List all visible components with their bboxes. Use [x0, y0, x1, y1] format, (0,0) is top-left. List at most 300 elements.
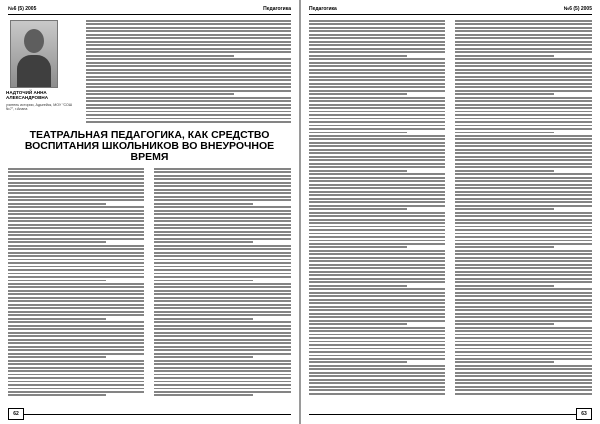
text-line	[309, 379, 445, 381]
text-line	[309, 274, 445, 276]
article-title: ТЕАТРАЛЬНАЯ ПЕДАГОГИКА, КАК СРЕДСТВО ВОСПИТАНИЯ ШКОЛЬНИКОВ ВО ВНЕУРОЧНОЕ ВРЕМЯ	[24, 129, 275, 163]
text-line	[455, 163, 592, 165]
text-line	[154, 280, 253, 282]
text-line	[8, 210, 144, 212]
text-line	[309, 58, 445, 60]
text-line	[455, 93, 554, 95]
text-line	[154, 391, 291, 393]
text-line	[309, 107, 445, 109]
text-line	[8, 374, 144, 376]
text-line	[309, 27, 445, 29]
page-number-left: 62	[8, 408, 24, 420]
text-line	[309, 260, 445, 262]
author-affiliation: учитель истории, Адыгейск, МОУ "СОШ №7", г.Анапа	[6, 103, 73, 112]
text-line	[455, 37, 592, 39]
text-line	[86, 111, 291, 113]
text-line	[154, 262, 291, 264]
text-line	[8, 196, 144, 198]
text-line	[309, 337, 445, 339]
text-line	[8, 245, 144, 247]
text-line	[455, 72, 592, 74]
text-line	[154, 182, 291, 184]
text-line	[455, 173, 592, 175]
text-line	[455, 20, 592, 22]
text-line	[309, 152, 445, 154]
text-line	[455, 27, 592, 29]
text-line	[309, 355, 445, 357]
text-line	[455, 69, 592, 71]
text-line	[455, 212, 592, 214]
text-line	[455, 368, 592, 370]
text-line	[309, 205, 445, 207]
text-line	[455, 330, 592, 332]
text-line	[154, 325, 291, 327]
text-line	[455, 389, 592, 391]
text-line	[86, 41, 291, 43]
text-line	[455, 348, 592, 350]
text-line	[8, 381, 144, 383]
text-line	[154, 363, 291, 365]
text-line	[86, 69, 291, 71]
text-line	[86, 100, 291, 102]
text-line	[86, 44, 291, 46]
text-line	[154, 210, 291, 212]
text-line	[154, 276, 291, 278]
text-line	[86, 72, 291, 74]
text-line	[455, 243, 592, 245]
author-photo	[10, 20, 58, 88]
text-line	[8, 335, 144, 337]
text-line	[455, 295, 592, 297]
text-line	[309, 194, 445, 196]
text-line	[455, 65, 592, 67]
text-line	[455, 111, 592, 113]
text-line	[8, 349, 144, 351]
text-line	[455, 288, 592, 290]
text-line	[86, 118, 291, 120]
text-line	[309, 306, 445, 308]
text-line	[455, 201, 592, 203]
text-line	[455, 114, 592, 116]
text-line	[455, 341, 592, 343]
text-line	[8, 217, 144, 219]
text-line	[455, 278, 592, 280]
text-line	[455, 355, 592, 357]
text-line	[154, 273, 291, 275]
text-line	[86, 97, 291, 99]
text-line	[154, 311, 291, 313]
text-line	[455, 351, 592, 353]
text-line	[455, 205, 592, 207]
text-line	[154, 335, 291, 337]
body-column-1	[8, 168, 144, 400]
text-line	[455, 260, 592, 262]
text-line	[455, 219, 592, 221]
text-line	[8, 238, 144, 240]
text-line	[8, 318, 106, 320]
text-line	[154, 384, 291, 386]
text-line	[8, 203, 106, 205]
text-line	[86, 79, 291, 81]
text-line	[455, 51, 592, 53]
text-line	[8, 171, 144, 173]
text-line	[154, 220, 291, 222]
text-line	[154, 224, 291, 226]
text-line	[154, 171, 291, 173]
text-line	[8, 328, 144, 330]
text-line	[154, 238, 291, 240]
section-name: Педагогика	[263, 6, 291, 12]
text-line	[154, 314, 291, 316]
text-line	[8, 283, 144, 285]
text-line	[309, 156, 445, 158]
text-line	[309, 48, 445, 50]
text-line	[455, 104, 592, 106]
text-line	[8, 269, 144, 271]
text-line	[309, 316, 445, 318]
text-line	[455, 372, 592, 374]
text-line	[309, 149, 445, 151]
text-line	[8, 192, 144, 194]
text-line	[309, 135, 445, 137]
text-line	[154, 388, 291, 390]
text-line	[455, 313, 592, 315]
text-line	[309, 358, 445, 360]
text-line	[154, 175, 291, 177]
text-line	[455, 62, 592, 64]
text-line	[309, 361, 407, 363]
text-line	[309, 79, 445, 81]
text-line	[154, 328, 291, 330]
text-line	[154, 189, 291, 191]
text-line	[455, 208, 554, 210]
text-line	[309, 323, 407, 325]
text-line	[154, 213, 291, 215]
text-line	[455, 79, 592, 81]
text-line	[154, 360, 291, 362]
text-line	[86, 86, 291, 88]
text-line	[309, 163, 445, 165]
text-line	[8, 252, 144, 254]
text-line	[309, 111, 445, 113]
text-line	[455, 274, 592, 276]
text-line	[455, 240, 592, 242]
text-line	[455, 30, 592, 32]
text-line	[8, 220, 144, 222]
text-line	[455, 177, 592, 179]
text-line	[455, 142, 592, 144]
text-line	[8, 346, 144, 348]
text-line	[309, 159, 445, 161]
text-line	[154, 377, 291, 379]
text-line	[455, 191, 592, 193]
text-line	[154, 192, 291, 194]
text-line	[8, 311, 144, 313]
text-line	[154, 297, 291, 299]
page-number-right: 63	[576, 408, 592, 420]
text-line	[86, 90, 291, 92]
text-line	[309, 208, 407, 210]
text-line	[8, 224, 144, 226]
text-line	[309, 170, 407, 172]
text-line	[309, 334, 445, 336]
text-line	[309, 138, 445, 140]
text-line	[309, 173, 445, 175]
text-line	[86, 121, 291, 123]
text-line	[309, 100, 445, 102]
text-line	[455, 302, 592, 304]
text-line	[8, 234, 144, 236]
text-line	[309, 198, 445, 200]
text-line	[309, 278, 445, 280]
text-line	[8, 293, 144, 295]
issue-number: №6 (5) 2005	[8, 6, 37, 12]
left-page-header	[8, 4, 291, 15]
text-line	[455, 198, 592, 200]
text-line	[8, 266, 144, 268]
text-line	[455, 152, 592, 154]
text-line	[154, 266, 291, 268]
text-line	[455, 166, 592, 168]
text-line	[86, 107, 291, 109]
text-line	[8, 388, 144, 390]
text-line	[455, 365, 592, 367]
text-line	[455, 264, 592, 266]
text-line	[8, 300, 144, 302]
text-line	[455, 233, 592, 235]
text-line	[86, 93, 234, 95]
text-line	[455, 156, 592, 158]
text-line	[309, 184, 445, 186]
text-line	[455, 267, 592, 269]
text-line	[8, 342, 144, 344]
text-line	[154, 248, 291, 250]
text-line	[86, 27, 291, 29]
text-line	[309, 302, 445, 304]
text-line	[86, 51, 291, 53]
text-line	[154, 185, 291, 187]
text-line	[455, 149, 592, 151]
text-line	[455, 41, 592, 43]
text-line	[455, 299, 592, 301]
text-line	[309, 191, 445, 193]
text-line	[455, 229, 592, 231]
text-line	[8, 339, 144, 341]
text-line	[455, 128, 592, 130]
text-line	[154, 234, 291, 236]
text-line	[86, 62, 291, 64]
text-line	[309, 236, 445, 238]
text-line	[455, 83, 592, 85]
text-line	[309, 125, 445, 127]
text-line	[154, 381, 291, 383]
text-line	[154, 283, 291, 285]
right-page-header	[309, 4, 592, 15]
text-line	[455, 222, 592, 224]
text-line	[86, 37, 291, 39]
text-line	[455, 121, 592, 123]
text-line	[154, 245, 291, 247]
text-line	[8, 377, 144, 379]
text-line	[455, 86, 592, 88]
text-line	[455, 76, 592, 78]
text-line	[154, 318, 253, 320]
text-line	[154, 300, 291, 302]
text-line	[309, 264, 445, 266]
text-line	[455, 246, 554, 248]
text-line	[455, 285, 554, 287]
text-line	[309, 375, 445, 377]
text-line	[8, 360, 144, 362]
text-line	[309, 132, 407, 134]
text-line	[154, 321, 291, 323]
text-line	[154, 286, 291, 288]
text-line	[455, 316, 592, 318]
text-line	[455, 309, 592, 311]
text-line	[455, 187, 592, 189]
text-line	[455, 125, 592, 127]
text-line	[8, 314, 144, 316]
left-page	[0, 0, 299, 424]
text-line	[8, 185, 144, 187]
text-line	[309, 23, 445, 25]
text-line	[455, 323, 554, 325]
text-line	[309, 267, 445, 269]
text-line	[154, 259, 291, 261]
text-line	[309, 344, 445, 346]
text-line	[8, 273, 144, 275]
text-line	[309, 104, 445, 106]
issue-number: №6 (5) 2005	[563, 6, 592, 12]
text-line	[309, 372, 445, 374]
text-line	[309, 285, 407, 287]
text-line	[455, 253, 592, 255]
text-line	[309, 250, 445, 252]
text-line	[154, 370, 291, 372]
text-line	[455, 184, 592, 186]
text-line	[309, 76, 445, 78]
text-line	[455, 100, 592, 102]
text-line	[455, 306, 592, 308]
text-line	[309, 34, 445, 36]
text-line	[455, 170, 554, 172]
text-line	[455, 250, 592, 252]
abstract-block	[86, 20, 291, 126]
text-line	[455, 375, 592, 377]
text-line	[8, 332, 144, 334]
text-line	[455, 180, 592, 182]
text-line	[86, 58, 291, 60]
text-line	[309, 292, 445, 294]
text-line	[455, 58, 592, 60]
text-line	[455, 257, 592, 259]
text-line	[8, 189, 144, 191]
text-line	[455, 344, 592, 346]
text-line	[154, 374, 291, 376]
text-line	[309, 226, 445, 228]
text-line	[8, 259, 144, 261]
text-line	[309, 201, 445, 203]
text-line	[309, 142, 445, 144]
text-line	[154, 196, 291, 198]
right-page	[301, 0, 600, 424]
text-line	[154, 367, 291, 369]
text-line	[8, 307, 144, 309]
text-line	[309, 299, 445, 301]
text-line	[8, 325, 144, 327]
text-line	[154, 332, 291, 334]
text-line	[455, 320, 592, 322]
text-line	[309, 243, 445, 245]
text-line	[309, 327, 445, 329]
text-line	[8, 321, 144, 323]
text-line	[86, 76, 291, 78]
section-name: Педагогика	[309, 6, 337, 12]
text-line	[8, 280, 106, 282]
text-line	[86, 114, 291, 116]
text-line	[309, 128, 445, 130]
text-line	[8, 213, 144, 215]
text-line	[309, 97, 445, 99]
text-line	[86, 48, 291, 50]
text-line	[455, 107, 592, 109]
text-line	[309, 330, 445, 332]
text-line	[309, 20, 445, 22]
text-line	[309, 30, 445, 32]
text-line	[154, 199, 291, 201]
text-line	[309, 215, 445, 217]
text-line	[154, 231, 291, 233]
text-line	[309, 118, 445, 120]
text-line	[309, 281, 445, 283]
text-line	[309, 309, 445, 311]
text-line	[86, 55, 234, 57]
text-line	[154, 227, 291, 229]
text-line	[8, 353, 144, 355]
text-line	[309, 386, 445, 388]
text-line	[154, 168, 291, 170]
text-line	[154, 206, 291, 208]
text-line	[154, 307, 291, 309]
text-line	[154, 241, 253, 243]
text-line	[8, 304, 144, 306]
text-line	[309, 233, 445, 235]
text-line	[309, 348, 445, 350]
text-line	[309, 240, 445, 242]
text-line	[86, 30, 291, 32]
text-line	[309, 382, 445, 384]
text-line	[309, 295, 445, 297]
text-line	[86, 34, 291, 36]
text-line	[309, 166, 445, 168]
text-line	[8, 262, 144, 264]
text-line	[309, 86, 445, 88]
text-line	[154, 342, 291, 344]
text-line	[309, 145, 445, 147]
text-line	[455, 361, 554, 363]
text-line	[455, 194, 592, 196]
text-line	[309, 271, 445, 273]
text-line	[309, 72, 445, 74]
text-line	[455, 379, 592, 381]
text-line	[8, 227, 144, 229]
text-line	[455, 236, 592, 238]
text-line	[8, 290, 144, 292]
text-line	[154, 353, 291, 355]
text-line	[8, 178, 144, 180]
text-line	[309, 313, 445, 315]
text-line	[8, 248, 144, 250]
